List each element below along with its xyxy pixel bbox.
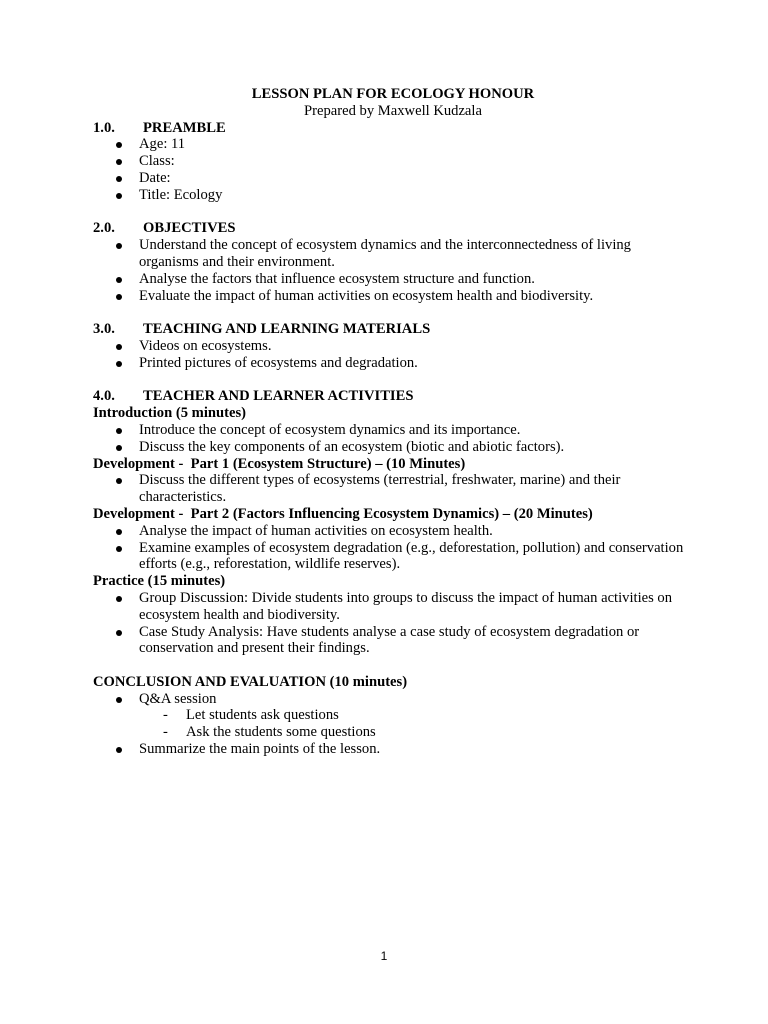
bullet-icon: [116, 277, 122, 283]
bullet-icon: [116, 344, 122, 350]
bullet-icon: [116, 747, 122, 753]
bullet-icon: [116, 445, 122, 451]
sub-list-item: [93, 707, 693, 724]
bullet-icon: [116, 176, 122, 182]
section-heading-preamble: [93, 120, 693, 137]
list-item-text: Class:: [139, 153, 175, 170]
conclusion-list: [93, 691, 693, 708]
dash-icon: -: [163, 724, 168, 741]
development1-list: [93, 472, 693, 506]
objectives-list: [93, 237, 693, 304]
list-item: [93, 741, 693, 758]
bullet-icon: [116, 159, 122, 165]
preamble-list: [93, 136, 693, 203]
bullet-icon: [116, 142, 122, 148]
list-item: [93, 153, 693, 170]
subheading-practice: Practice (15 minutes): [93, 573, 226, 590]
list-item-text: Date:: [139, 169, 171, 186]
page-number: 1: [380, 949, 388, 963]
list-item-text: Summarize the main points of the lesson.: [139, 741, 381, 758]
dash-icon: -: [163, 707, 168, 724]
section-number: 3.0.: [93, 321, 115, 338]
conclusion-summary-list: [93, 741, 693, 758]
bullet-icon: [116, 361, 122, 367]
list-item-text: Analyse the factors that influence ecosystem structure and function.: [139, 270, 535, 287]
list-item-text: Group Discussion: Divide students into groups to discuss the impact of human activities on ecosystem health and biodiversity.: [139, 589, 673, 623]
list-item-text: Examine examples of ecosystem degradation (e.g., deforestation, pollution) and conservation efforts (e.g., reforestation, wildlife reserves).: [139, 539, 684, 573]
list-item-text: Analyse the impact of human activities on ecosystem health.: [139, 522, 493, 539]
list-item-text: Understand the concept of ecosystem dynamics and the interconnectedness of living organisms and their environment.: [139, 237, 631, 270]
list-item-text: Printed pictures of ecosystems and degradation.: [139, 354, 418, 371]
subheading-introduction: Introduction (5 minutes): [93, 405, 246, 422]
section-number: 2.0.: [93, 220, 115, 237]
bullet-icon: [116, 428, 122, 434]
section-title: PREAMBLE: [143, 119, 226, 136]
document-body: [93, 86, 693, 758]
section-number: 1.0.: [93, 119, 115, 136]
section-heading-objectives: [93, 220, 693, 237]
list-item-text: Discuss the key components of an ecosystem (biotic and abiotic factors).: [139, 438, 565, 455]
section-heading-materials: [93, 321, 693, 338]
section-title: TEACHING AND LEARNING MATERIALS: [143, 321, 431, 338]
list-item: [93, 523, 693, 540]
list-item-text: Discuss the different types of ecosystems (terrestrial, freshwater, marine) and their characteristics.: [139, 472, 621, 506]
list-item-text: Evaluate the impact of human activities on ecosystem health and biodiversity.: [139, 287, 594, 304]
bullet-icon: [116, 697, 122, 703]
bullet-icon: [116, 596, 122, 602]
list-item: [93, 338, 693, 355]
list-item: [93, 472, 693, 506]
list-item: [93, 691, 693, 708]
list-item-text: Case Study Analysis: Have students analyse a case study of ecosystem degradation or conservation and present their findings.: [139, 623, 640, 657]
section-heading-conclusion: CONCLUSION AND EVALUATION (10 minutes): [93, 673, 408, 690]
section-heading-activities: [93, 388, 693, 405]
section-title: TEACHER AND LEARNER ACTIVITIES: [143, 388, 414, 405]
list-item: [93, 136, 693, 153]
sub-list-item: [93, 724, 693, 741]
list-item-text: Title: Ecology: [139, 186, 223, 203]
list-item: [93, 540, 693, 574]
list-item: [93, 271, 693, 288]
list-item: [93, 355, 693, 372]
bullet-icon: [116, 294, 122, 300]
practice-list: [93, 590, 693, 657]
bullet-icon: [116, 193, 122, 199]
list-item-text: Age: 11: [139, 136, 186, 153]
list-item: [93, 422, 693, 439]
bullet-icon: [116, 478, 122, 484]
list-item-text: Q&A session: [139, 690, 217, 707]
development2-list: [93, 523, 693, 573]
bullet-icon: [116, 243, 122, 249]
list-item: [93, 624, 693, 658]
list-item-text: Videos on ecosystems.: [139, 337, 272, 354]
list-item-text: Introduce the concept of ecosystem dynamics and its importance.: [139, 421, 521, 438]
list-item: [93, 187, 693, 204]
introduction-list: [93, 422, 693, 456]
list-item: [93, 170, 693, 187]
list-item: [93, 439, 693, 456]
sub-list-item-text: Let students ask questions: [186, 707, 339, 724]
bullet-icon: [116, 529, 122, 535]
document-subtitle: Prepared by Maxwell Kudzala: [304, 102, 482, 119]
bullet-icon: [116, 630, 122, 636]
document-title: LESSON PLAN FOR ECOLOGY HONOUR: [251, 86, 535, 102]
list-item: [93, 237, 693, 271]
subheading-development-part1: Development - Part 1 (Ecosystem Structure) – (10 Minutes): [93, 455, 466, 472]
subheading-development-part2: Development - Part 2 (Factors Influencing Ecosystem Dynamics) – (20 Minutes): [93, 505, 593, 522]
section-number: 4.0.: [93, 388, 115, 405]
section-title: OBJECTIVES: [143, 220, 236, 237]
qa-sublist: [93, 707, 693, 741]
materials-list: [93, 338, 693, 372]
bullet-icon: [116, 546, 122, 552]
list-item: [93, 288, 693, 305]
sub-list-item-text: Ask the students some questions: [186, 724, 376, 741]
list-item: [93, 590, 693, 624]
